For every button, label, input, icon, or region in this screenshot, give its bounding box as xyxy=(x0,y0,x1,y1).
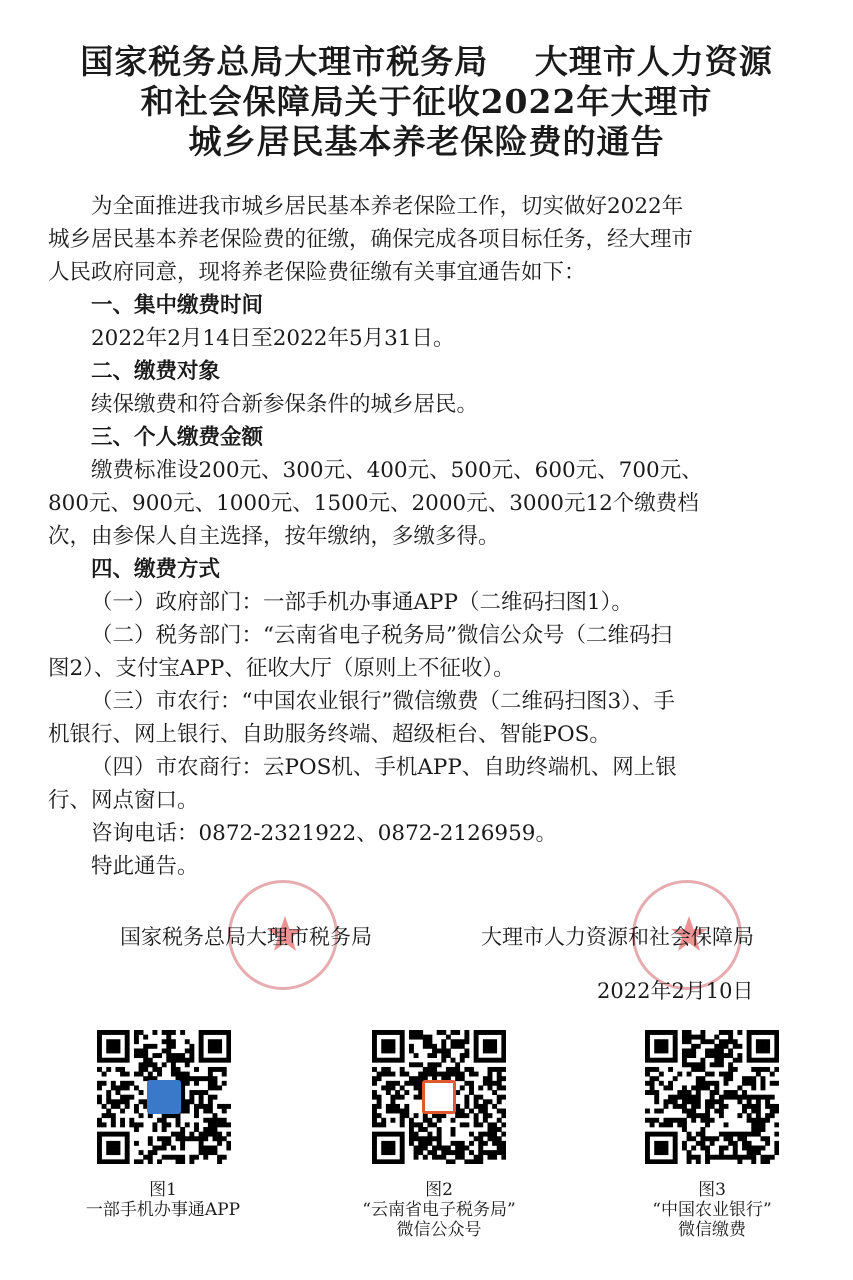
body-line: （三）市农行：“中国农业银行”微信缴费（二维码扫图3）、手 xyxy=(91,689,675,714)
caption-line: 一部手机办事通APP xyxy=(85,1200,241,1220)
title-line: 国家税务总局大理市税务局 大理市人力资源 xyxy=(80,42,773,81)
body-line: 缴费标准设200元、300元、400元、500元、600元、700元、 xyxy=(91,458,703,483)
section-heading: 一、集中缴费时间 xyxy=(91,293,264,318)
signature-hr-bureau: 大理市人力资源和社会保障局 xyxy=(481,925,754,949)
body-line: 2022年2月14日至2022年5月31日。 xyxy=(91,326,455,351)
body-line: （四）市农商行：云POS机、手机APP、自助终端机、网上银 xyxy=(91,755,677,780)
notice-date: 2022年2月10日 xyxy=(597,979,754,1003)
signature-tax-bureau: 国家税务总局大理市税务局 xyxy=(120,925,372,949)
qr-caption-3 xyxy=(602,1180,822,1240)
caption-line: “中国农业银行” xyxy=(652,1200,772,1220)
figure-label: 图3 xyxy=(698,1180,726,1200)
body-line: 行、网点窗口。 xyxy=(48,788,199,813)
body-line: 人民政府同意，现将养老保险费征缴有关事宜通告如下： xyxy=(48,260,586,285)
title-line: 城乡居民基本养老保险费的通告 xyxy=(188,122,665,161)
body-line: 机银行、网上银行、自助服务终端、超级柜台、智能POS。 xyxy=(48,722,611,747)
body-line: 城乡居民基本养老保险费的征缴，确保完成各项目标任务，经大理市 xyxy=(48,227,694,252)
notice-body xyxy=(48,190,818,883)
qr-caption-1 xyxy=(53,1180,273,1220)
section-heading: 二、缴费对象 xyxy=(91,359,221,384)
body-line: （二）税务部门：“云南省电子税务局”微信公众号（二维码扫 xyxy=(91,623,672,648)
qr-caption-2 xyxy=(329,1180,549,1240)
body-line: 图2）、支付宝APP、征收大厅（原则上不征收）。 xyxy=(48,656,515,681)
section-heading: 三、个人缴费金额 xyxy=(91,425,264,450)
qr-code-3 xyxy=(645,1030,779,1164)
section-heading: 四、缴费方式 xyxy=(91,557,221,582)
body-line: 特此通告。 xyxy=(91,854,199,879)
body-line: 次，由参保人自主选择，按年缴纳，多缴多得。 xyxy=(48,524,500,549)
qr-code-1 xyxy=(97,1030,231,1164)
caption-line: 微信缴费 xyxy=(678,1220,746,1240)
caption-line: “云南省电子税务局” xyxy=(362,1200,516,1220)
caption-line: 微信公众号 xyxy=(396,1220,482,1240)
figure-label: 图1 xyxy=(149,1180,177,1200)
qr-code-2 xyxy=(372,1030,506,1164)
body-line: 为全面推进我市城乡居民基本养老保险工作，切实做好2022年 xyxy=(91,194,684,219)
body-line: 续保缴费和符合新参保条件的城乡居民。 xyxy=(91,392,479,417)
title-line: 和社会保障局关于征收2022年大理市 xyxy=(140,82,713,121)
tax-bureau-logo-icon xyxy=(422,1080,456,1114)
notice-title xyxy=(0,42,853,162)
figure-label: 图2 xyxy=(425,1180,453,1200)
banshitong-logo-icon xyxy=(147,1080,181,1114)
body-line: （一）政府部门：一部手机办事通APP（二维码扫图1）。 xyxy=(91,590,633,615)
body-line: 咨询电话：0872-2321922、0872-2126959。 xyxy=(91,821,557,846)
body-line: 800元、900元、1000元、1500元、2000元、3000元12个缴费档 xyxy=(48,491,699,516)
